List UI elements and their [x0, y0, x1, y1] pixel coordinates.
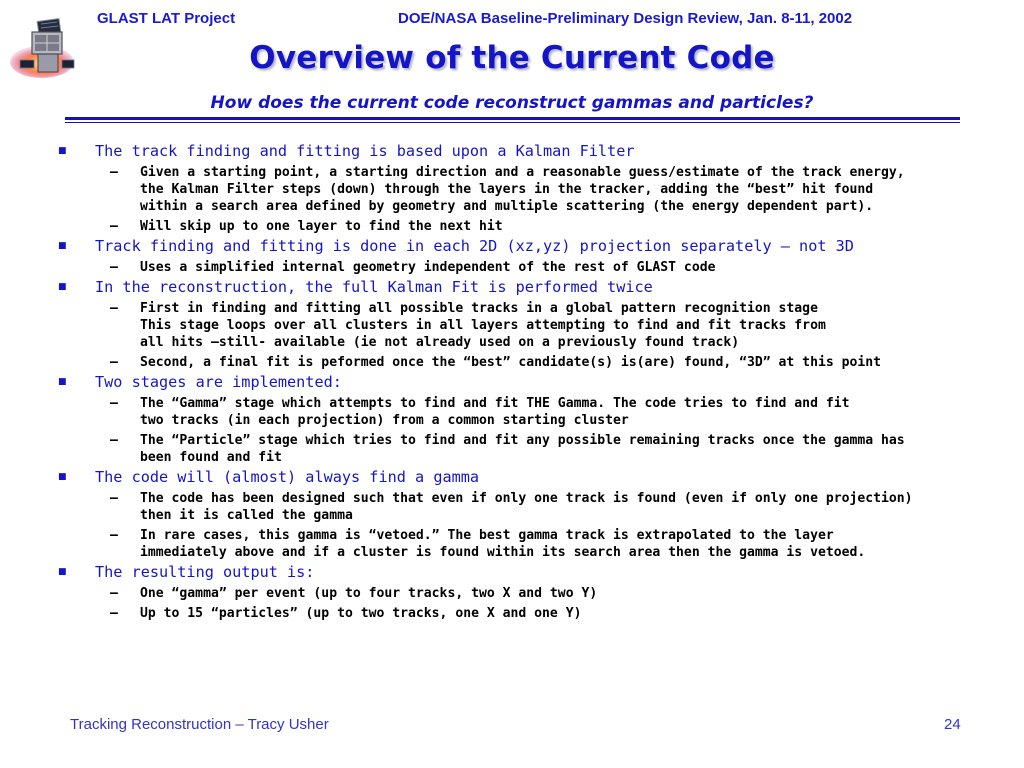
dash-bullet-icon: –	[110, 433, 118, 448]
dash-bullet-icon: –	[110, 219, 118, 234]
sub-bullet-line: Uses a simplified internal geometry independent of the rest of GLAST code	[140, 260, 716, 275]
dash-bullet-icon: –	[110, 301, 118, 316]
sub-bullet-line: two tracks (in each projection) from a common starting cluster	[140, 413, 629, 428]
bullet-text: The track finding and fitting is based upon a Kalman Filter	[95, 142, 635, 160]
bullet-item	[58, 373, 968, 392]
dash-bullet-icon: –	[110, 165, 118, 180]
sub-bullet-line: The “Particle” stage which tries to find and fit any possible remaining tracks once the gamma has	[140, 433, 905, 448]
sub-bullet-item	[58, 432, 968, 466]
page-number: 24	[944, 716, 961, 733]
bullet-item	[58, 278, 968, 297]
sub-bullet-line: Will skip up to one layer to find the next hit	[140, 219, 503, 234]
sub-bullet-item	[58, 527, 968, 561]
bullet-text: In the reconstruction, the full Kalman Fit is performed twice	[95, 278, 653, 296]
dash-bullet-icon: –	[110, 606, 118, 621]
bullet-text: Two stages are implemented:	[95, 373, 342, 391]
square-bullet-icon: ■	[58, 282, 67, 292]
sub-bullet-line: within a search area defined by geometry and multiple scattering (the energy dependent part).	[140, 199, 874, 214]
dash-bullet-icon: –	[110, 260, 118, 275]
dash-bullet-icon: –	[110, 396, 118, 411]
sub-bullet-line: Up to 15 “particles” (up to two tracks, one X and one Y)	[140, 606, 582, 621]
sub-bullet-item	[58, 585, 968, 602]
sub-bullet-line: been found and fit	[140, 450, 282, 465]
sub-bullet-line: the Kalman Filter steps (down) through the layers in the tracker, adding the “best” hit found	[140, 182, 874, 197]
dash-bullet-icon: –	[110, 491, 118, 506]
square-bullet-icon: ■	[58, 472, 67, 482]
header-project: GLAST LAT Project	[97, 10, 236, 27]
bullet-list	[58, 140, 968, 622]
square-bullet-icon: ■	[58, 377, 67, 387]
sub-bullet-item	[58, 605, 968, 622]
square-bullet-icon: ■	[58, 241, 67, 251]
sub-bullet-line: In rare cases, this gamma is “vetoed.” The best gamma track is extrapolated to the layer	[140, 528, 834, 543]
bullet-item	[58, 563, 968, 582]
sub-bullet-item	[58, 354, 968, 371]
title-rule-thin	[65, 122, 960, 123]
dash-bullet-icon: –	[110, 586, 118, 601]
bullet-item	[58, 142, 968, 161]
sub-bullet-item	[58, 300, 968, 351]
sub-bullet-line: First in finding and fitting all possible tracks in a global pattern recognition stage	[140, 301, 818, 316]
bullet-item	[58, 468, 968, 487]
sub-bullet-line: One “gamma” per event (up to four tracks, two X and two Y)	[140, 586, 598, 601]
sub-bullet-item	[58, 490, 968, 524]
header-review: DOE/NASA Baseline-Preliminary Design Review, Jan. 8-11, 2002	[398, 10, 853, 27]
bullet-text: The resulting output is:	[95, 563, 315, 581]
sub-bullet-line: Given a starting point, a starting direction and a reasonable guess/estimate of the track energy,	[140, 165, 905, 180]
bullet-item	[58, 237, 968, 256]
sub-bullet-line: then it is called the gamma	[140, 508, 353, 523]
square-bullet-icon: ■	[58, 567, 67, 577]
slide-title: Overview of the Current Code	[249, 40, 775, 76]
sub-bullet-line: The “Gamma” stage which attempts to find and fit THE Gamma. The code tries to find and fit	[140, 396, 850, 411]
sub-bullet-line: The code has been designed such that even if only one track is found (even if only one projection)	[140, 491, 913, 506]
footer-author: Tracking Reconstruction – Tracy Usher	[70, 716, 329, 733]
title-rule-thick	[65, 117, 960, 120]
sub-bullet-line: all hits –still- available (ie not already used on a previously found track)	[140, 335, 740, 350]
sub-bullet-item	[58, 259, 968, 276]
square-bullet-icon: ■	[58, 146, 67, 156]
sub-bullet-item	[58, 218, 968, 235]
slide-subtitle: How does the current code reconstruct gammas and particles?	[210, 93, 814, 113]
sub-bullet-item	[58, 395, 968, 429]
dash-bullet-icon: –	[110, 528, 118, 543]
sub-bullet-line: This stage loops over all clusters in all layers attempting to find and fit tracks from	[140, 318, 826, 333]
sub-bullet-item	[58, 164, 968, 215]
dash-bullet-icon: –	[110, 355, 118, 370]
bullet-text: Track finding and fitting is done in each 2D (xz,yz) projection separately – not 3D	[95, 237, 854, 255]
sub-bullet-line: immediately above and if a cluster is found within its search area then the gamma is vetoed.	[140, 545, 866, 560]
sub-bullet-line: Second, a final fit is peformed once the “best” candidate(s) is(are) found, “3D” at this point	[140, 355, 882, 370]
bullet-text: The code will (almost) always find a gamma	[95, 468, 480, 486]
